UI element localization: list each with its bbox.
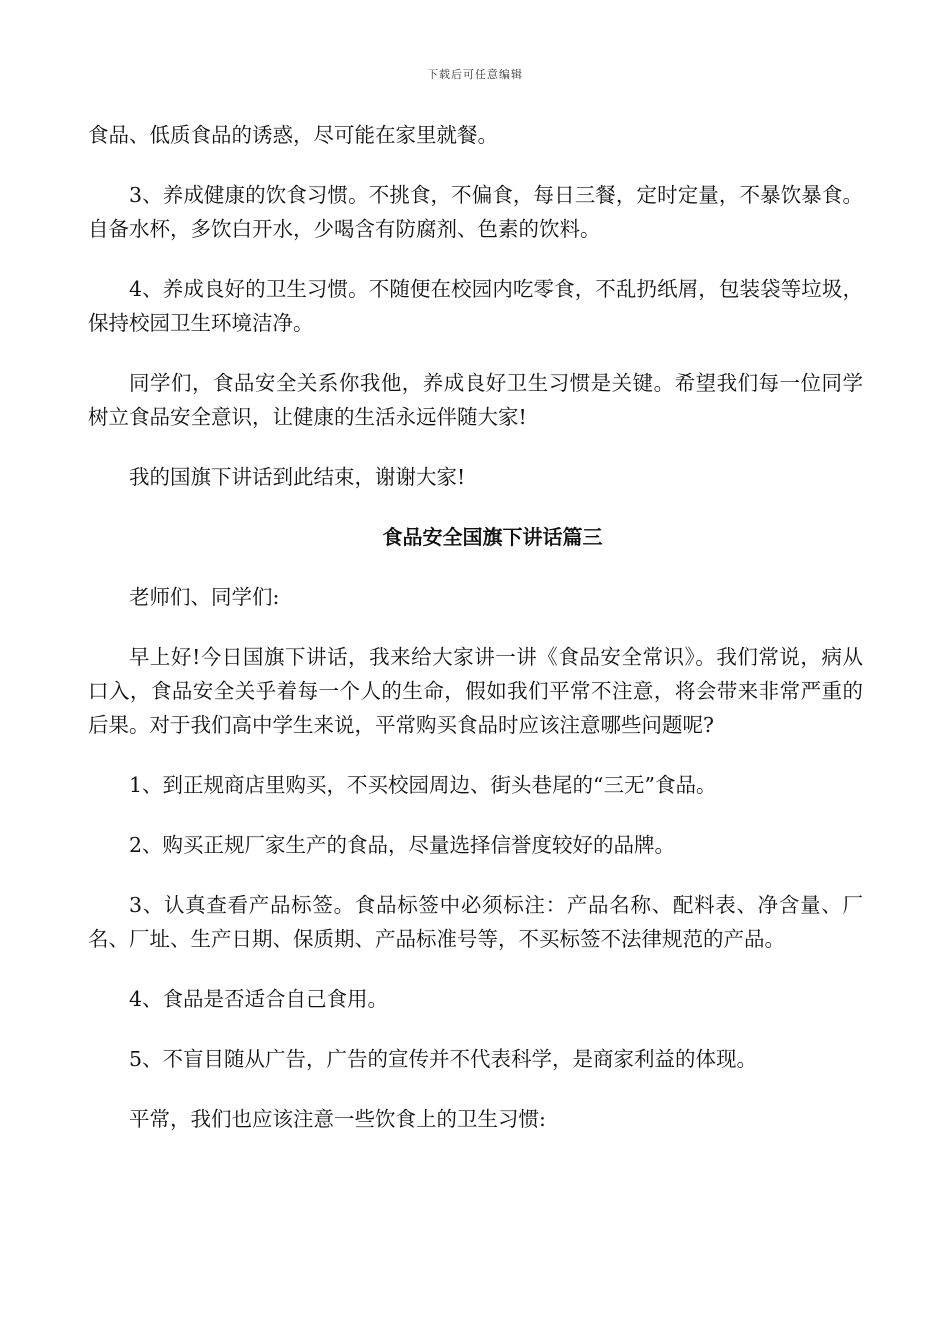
list-item-5: 5、不盲目随从广告，广告的宣传并不代表科学，是商家利益的体现。 [129, 1047, 758, 1071]
paragraph-closing: 我的国旗下讲话到此结束，谢谢大家! [129, 465, 466, 489]
list-item-4: 4、食品是否适合自己食用。 [129, 987, 389, 1011]
header-note: 下载后可任意编辑 [427, 68, 523, 81]
paragraph-intro: 早上好!今日国旗下讲话，我来给大家讲一讲《食品安全常识》。我们常说，病从口入，食品安全关乎着每一个人的生命，假如我们平常不注意，将会带来非常严重的后果。对于我们高中学生来说，平常购买食品时应该注意哪些问题呢? [88, 645, 863, 737]
paragraph-continuation: 食品、低质食品的诱惑，尽可能在家里就餐。 [88, 123, 498, 147]
paragraph-hygiene-intro: 平常，我们也应该注意一些饮食上的卫生习惯: [129, 1107, 546, 1131]
paragraph-appeal: 同学们，食品安全关系你我他，养成良好卫生习惯是关键。希望我们每一位同学树立食品安全意识，让健康的生活永远伴随大家! [88, 371, 863, 429]
paragraph-hygiene-habits: 4、养成良好的卫生习惯。不随便在校园内吃零食，不乱扔纸屑，包装袋等垃圾，保持校园卫生环境洁净。 [88, 277, 863, 335]
paragraph-diet-habits: 3、养成健康的饮食习惯。不挑食，不偏食，每日三餐，定时定量，不暴饮暴食。自备水杯，多饮白开水，少喝含有防腐剂、色素的饮料。 [88, 183, 863, 241]
section-title: 食品安全国旗下讲话篇三 [382, 525, 603, 549]
list-item-1: 1、到正规商店里购买，不买校园周边、街头巷尾的“三无”食品。 [129, 773, 717, 797]
list-item-3: 3、认真查看产品标签。食品标签中必须标注：产品名称、配料表、净含量、厂名、厂址、生产日期、保质期、产品标准号等，不买标签不法律规范的产品。 [88, 893, 863, 951]
document-body [88, 118, 863, 1162]
paragraph-salutation: 老师们、同学们: [129, 585, 280, 609]
list-item-2: 2、购买正规厂家生产的食品，尽量选择信誉度较好的品牌。 [129, 833, 676, 857]
